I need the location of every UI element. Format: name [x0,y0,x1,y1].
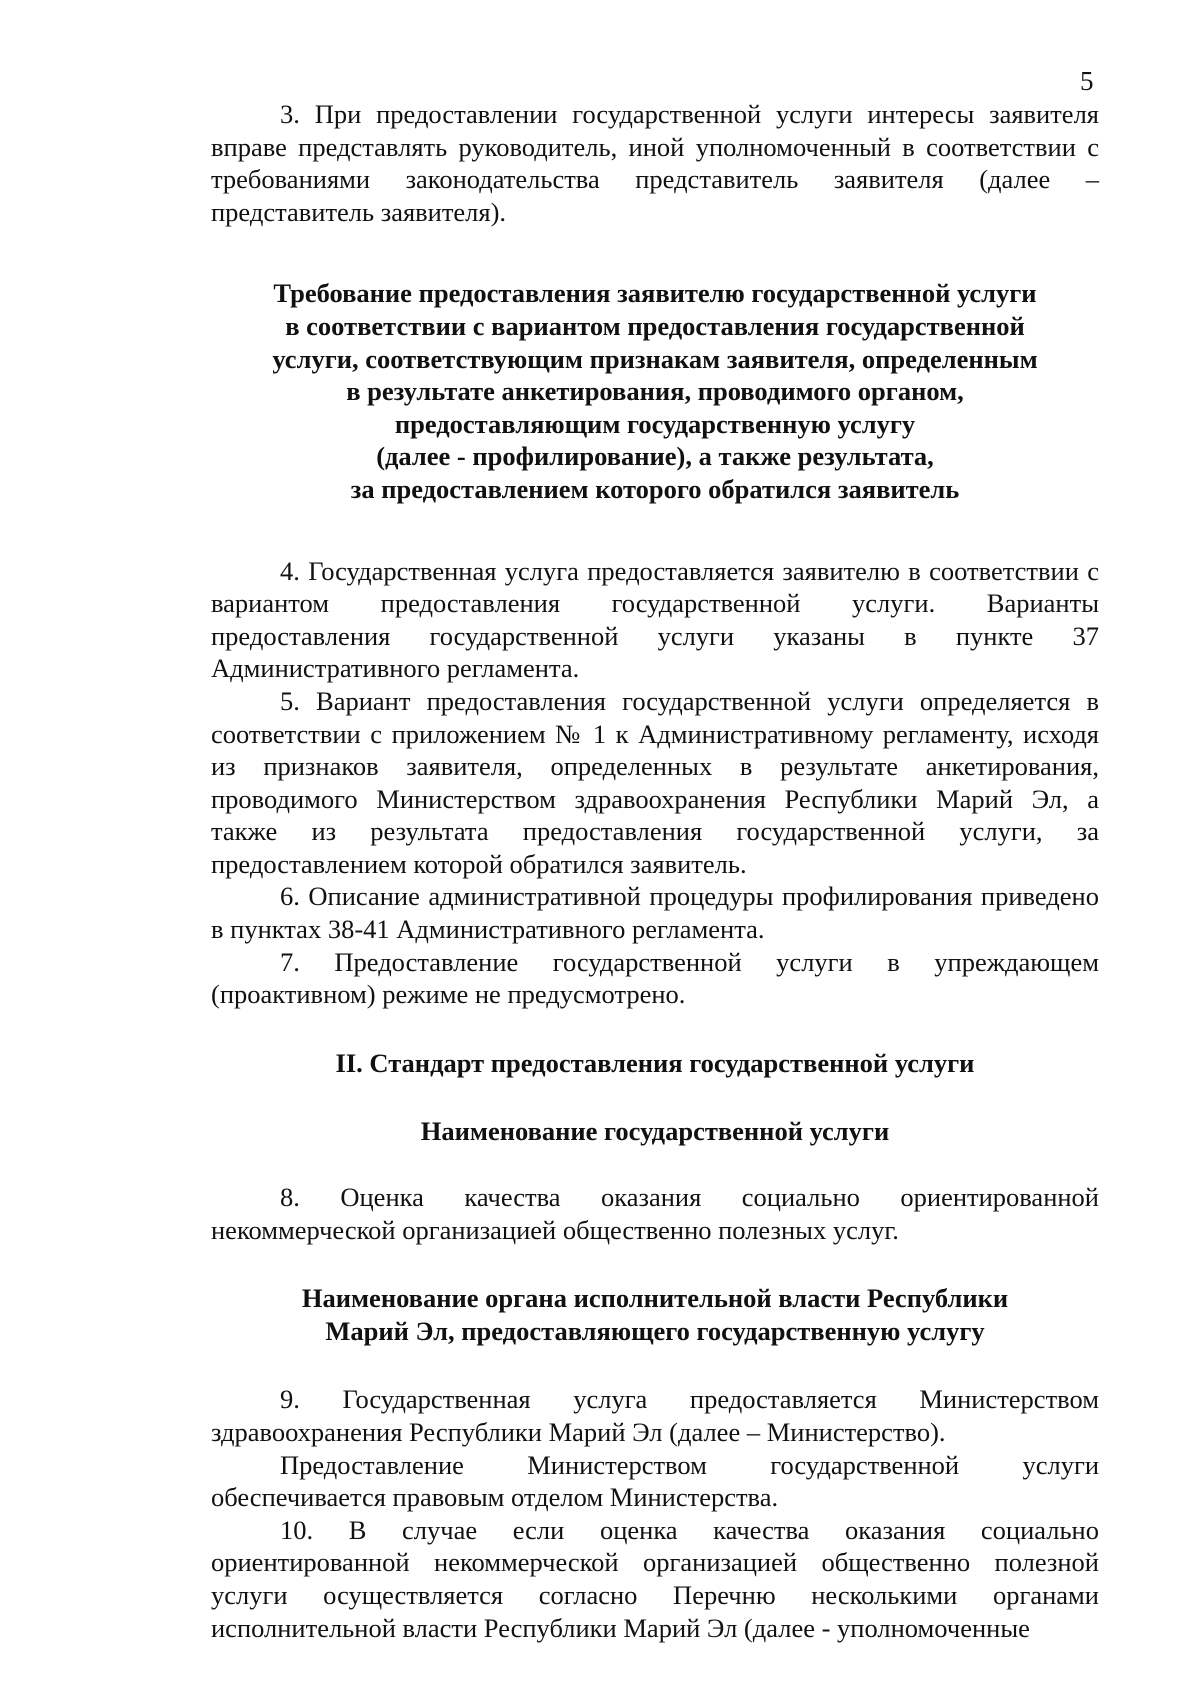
subheading-service-name [211,1115,1099,1148]
paragraph-6: 6. Описание административной процедуры профилирования приведено в пунктах 38-41 Административного регламента. [211,881,1099,945]
heading-line: Наименование государственной услуги [420,1116,890,1147]
paragraph-9: 9. Государственная услуга предоставляется Министерством здравоохранения Республики Марий Эл (далее – Министерство). [211,1384,1099,1447]
heading-line: Требование предоставления заявителю государственной услуги [273,278,1037,309]
heading-requirement [211,277,1099,505]
paragraph-7: 7. Предоставление государственной услуги в упреждающем (проактивном) режиме не предусмотрено. [211,946,1099,1010]
heading-line: в результате анкетирования, проводимого органом, [346,376,964,407]
heading-line: услуги, соответствующим признакам заявителя, определенным [272,343,1038,374]
paragraph-8: 8. Оценка качества оказания социально ориентированной некоммерческой организацией общественно полезных услуг. [211,1182,1099,1245]
document-body [211,98,1099,1644]
section-heading-standard [211,1047,1099,1080]
heading-line: в соответствии с вариантом предоставления государственной [285,310,1025,341]
heading-line: предоставляющим государственную услугу [394,408,916,439]
paragraph-9-continued: Предоставление Министерством государственной услуги обеспечивается правовым отделом Министерства. [211,1449,1099,1513]
heading-line: Марий Эл, предоставляющего государственную услугу [325,1315,985,1346]
subheading-authority-name [211,1282,1099,1347]
heading-line: Наименование органа исполнительной власти Республики [301,1283,1009,1314]
page-number: 5 [1080,66,1094,96]
paragraph-4: 4. Государственная услуга предоставляется заявителю в соответствии с вариантом предоставления государственной услуги. Варианты предоставления государственной услуги указаны в пункте 37 Административного регламента. [211,555,1099,684]
heading-line: (далее - профилирование), а также результата, [376,441,934,472]
heading-line: II. Стандарт предоставления государственной услуги [335,1047,975,1078]
heading-line: за предоставлением которого обратился заявитель [350,473,960,504]
paragraph-10: 10. В случае если оценка качества оказания социально ориентированной некоммерческой организацией общественно полезной услуги осуществляется согласно Перечню несколькими органами исполнительной власти Республики Марий Эл (далее - уполномоченные [211,1514,1099,1643]
paragraph-5: 5. Вариант предоставления государственной услуги определяется в соответствии с приложением № 1 к Административному регламенту, исходя из признаков заявителя, определенных в результате анкетирования, проводимого Министерством здравоохранения Республики Марий Эл, а также из результата предоставления государственной услуги, за предоставлением которой обратился заявитель. [211,685,1099,879]
paragraph-3: 3. При предоставлении государственной услуги интересы заявителя вправе представлять руководитель, иной уполномоченный в соответствии с требованиями законодательства представитель заявителя (далее – представитель заявителя). [211,99,1099,227]
